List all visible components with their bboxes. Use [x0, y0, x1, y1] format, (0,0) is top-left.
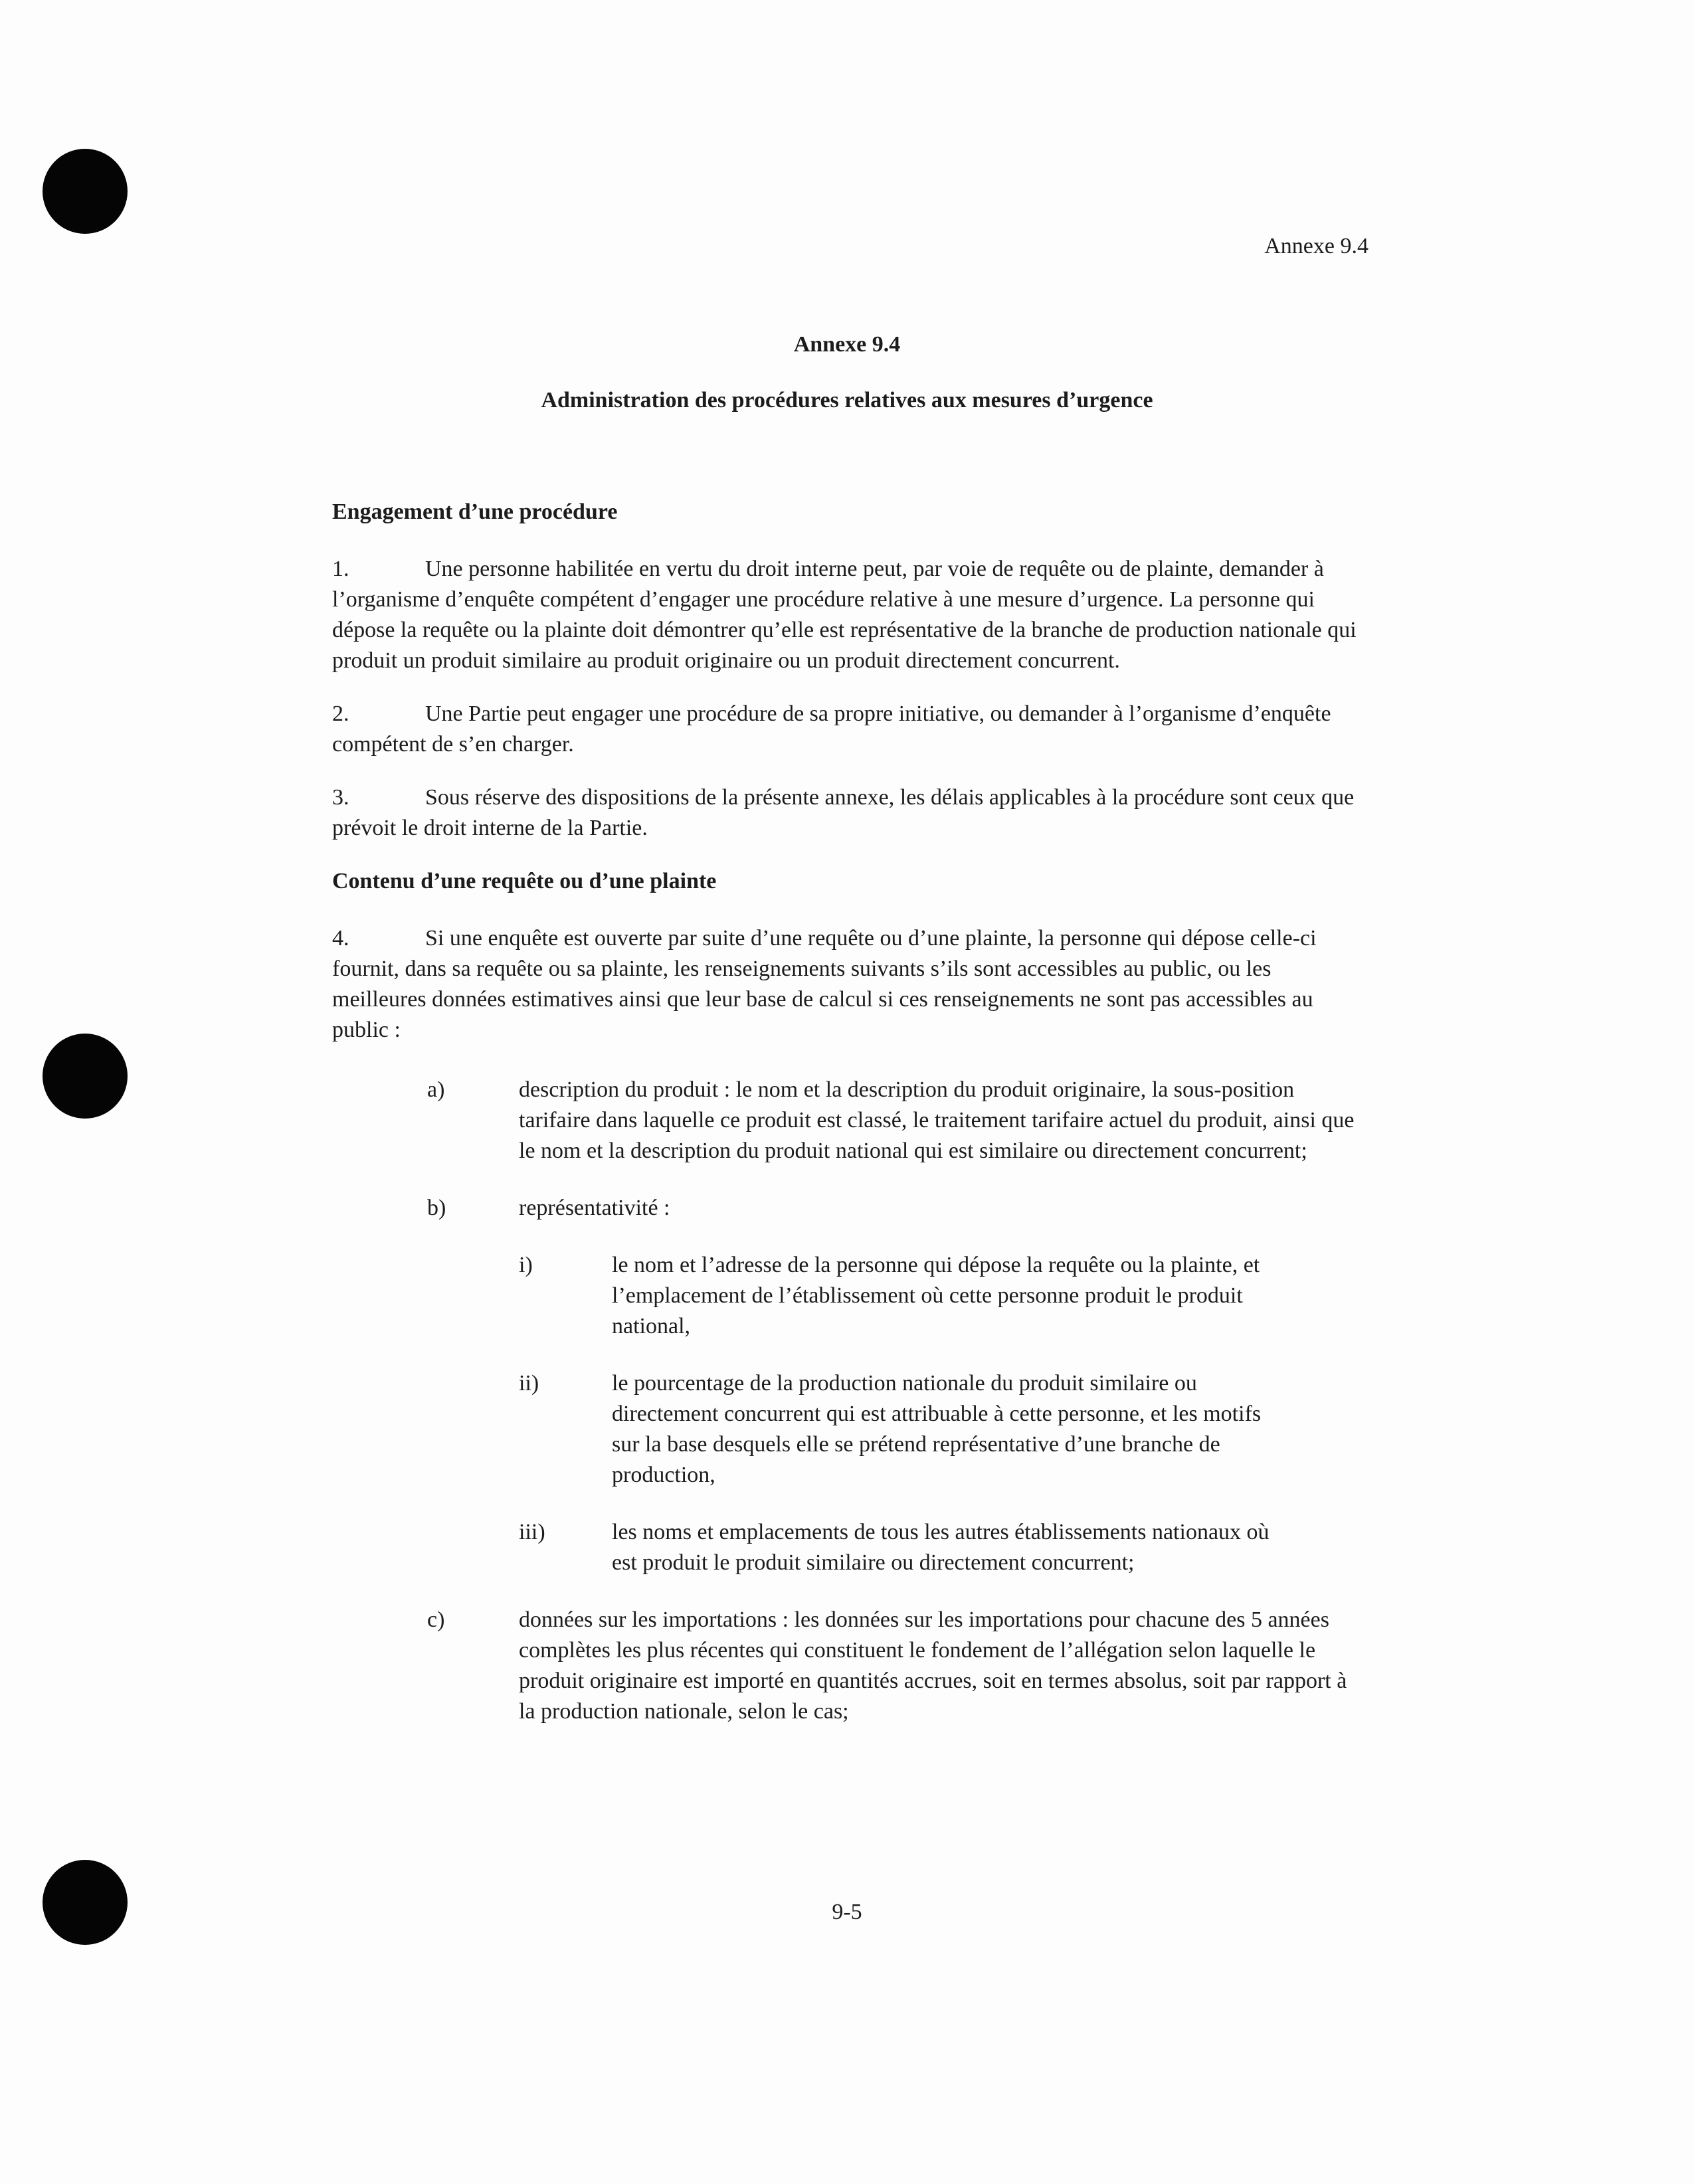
paragraph-number: 4. [332, 926, 349, 951]
paragraph-3 [332, 782, 1368, 844]
list-item-text: le nom et l’adresse de la personne qui dépose la requête ou la plainte, et l’emplacement de l’établissement où cette personne produit le produit national, [612, 1253, 1260, 1338]
list-item-label: iii) [519, 1520, 545, 1544]
list-item-text: description du produit : le nom et la description du produit originaire, la sous-position tarifaire dans laquelle ce produit est classé, le traitement tarifaire actuel du produit, ainsi que le nom et la description du produit national qui est similaire ou directement concurrent; [519, 1077, 1355, 1163]
list-item-text: le pourcentage de la production nationale du produit similaire ou directement concurrent qui est attribuable à cette personne, et les motifs sur la base desquels elle se prétend représentative d’une branche de production, [612, 1371, 1262, 1487]
section-heading: Contenu d’une requête ou d’une plainte [332, 869, 717, 893]
list-item-label: i) [519, 1253, 533, 1277]
list-item-label: a) [427, 1077, 445, 1102]
list-item-c [332, 1605, 1368, 1727]
paragraph-text: Une Partie peut engager une procédure de sa propre initiative, ou demander à l’organisme d’enquête compétent de s’en charger. [332, 701, 1331, 757]
annex-title: Annexe 9.4 [793, 332, 901, 357]
list-subitem-ii [332, 1368, 1368, 1491]
page-number: 9-5 [832, 1900, 862, 1924]
list-subitem-iii [332, 1517, 1368, 1578]
list-subitem-i [332, 1250, 1368, 1342]
running-header: Annexe 9.4 [1264, 234, 1368, 258]
paragraph-text: Sous réserve des dispositions de la présente annexe, les délais applicables à la procédure sont ceux que prévoit le droit interne de la Partie. [332, 785, 1355, 840]
paragraph-text: Si une enquête est ouverte par suite d’une requête ou d’une plainte, la personne qui dépose celle-ci fournit, dans sa requête ou sa plainte, les renseignements suivants s’ils sont accessibles au public, ou les meilleures données estimatives ainsi que leur base de calcul si ces renseignements ne sont pas accessibles au public : [332, 926, 1317, 1042]
list-item-text: représentativité : [519, 1196, 670, 1220]
list-item-label: c) [427, 1607, 445, 1632]
list-item-b [332, 1193, 1368, 1224]
paragraph-number: 2. [332, 701, 349, 726]
list-item-text: données sur les importations : les données sur les importations pour chacune des 5 années complètes les plus récentes qui constituent le fondement de l’allégation selon laquelle le produit originaire est importé en quantités accrues, soit en termes absolus, soit par rapport à la production nationale, selon le cas; [519, 1607, 1347, 1724]
list-item-text: les noms et emplacements de tous les autres établissements nationaux où est produit le produit similaire ou directement concurrent; [612, 1520, 1270, 1575]
list-item-label: b) [427, 1196, 446, 1220]
document-body [332, 497, 1368, 1754]
paragraph-1 [332, 554, 1368, 676]
paragraph-number: 1. [332, 557, 349, 581]
section-heading: Engagement d’une procédure [332, 500, 618, 524]
paragraph-4 [332, 923, 1368, 1046]
paragraph-2 [332, 699, 1368, 760]
paragraph-number: 3. [332, 785, 349, 810]
punch-hole-top [43, 149, 128, 234]
annex-subtitle: Administration des procédures relatives aux mesures d’urgence [541, 388, 1153, 412]
punch-hole-middle [43, 1034, 128, 1119]
list-item-label: ii) [519, 1371, 539, 1396]
paragraph-text: Une personne habilitée en vertu du droit interne peut, par voie de requête ou de plainte, demander à l’organisme d’enquête compétent d’engager une procédure relative à une mesure d’urgence. La personne qui dépose la requête ou la plainte doit démontrer qu’elle est représentative de la branche de production nationale qui produit un produit similaire au produit originaire ou un produit directement concurrent. [332, 557, 1357, 673]
list-item-a [332, 1075, 1368, 1166]
